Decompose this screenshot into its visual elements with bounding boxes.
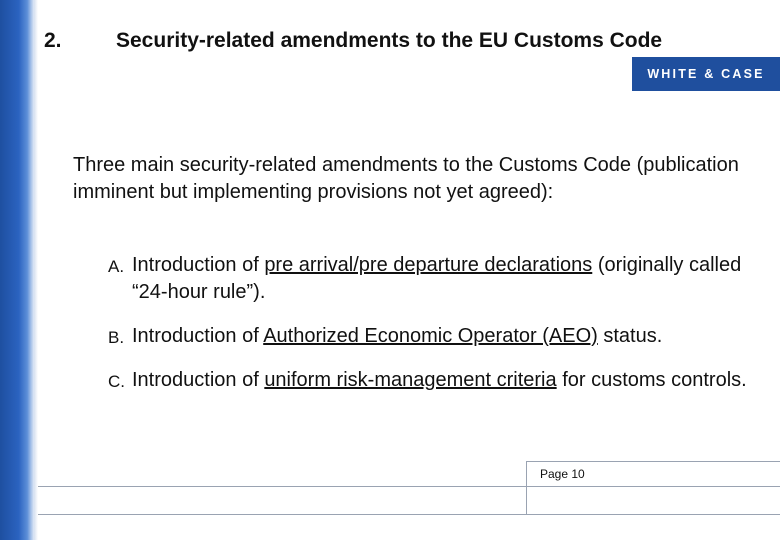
white-case-logo: WHITE & CASE [632,57,780,91]
footer-rule-middle [38,486,780,487]
amendment-list [108,252,748,411]
list-item [108,323,748,350]
footer-divider [526,461,527,514]
title-text: Security-related amendments to the EU Customs Code [116,29,663,52]
item-marker: A. [108,257,125,276]
footer-rule-top [526,461,780,462]
left-accent-bar [0,0,34,540]
intro-paragraph: Three main security-related amendments to the Customs Code (publication imminent but implementing provisions not yet agreed): [73,154,739,203]
item-text-before: Introduction of [132,325,264,347]
item-text-before: Introduction of [132,369,265,391]
item-text-after: (originally called “24-hour rule”). [132,254,742,303]
list-item [108,367,748,394]
item-text-before: Introduction of [132,254,265,276]
slide-title [44,28,694,54]
item-underlined-term: Authorized Economic Operator (AEO) [263,325,598,347]
item-marker: B. [108,328,125,347]
footer-rule-bottom [38,514,780,515]
item-text-after: for customs controls. [556,369,747,391]
item-text-after: status. [597,325,663,347]
item-marker: C. [108,372,125,391]
page-number: Page 10 [540,467,585,481]
title-number: 2. [44,29,62,52]
item-underlined-term: uniform risk-management criteria [264,369,557,391]
item-underlined-term: pre arrival/pre departure declarations [264,254,593,276]
list-item [108,252,748,306]
